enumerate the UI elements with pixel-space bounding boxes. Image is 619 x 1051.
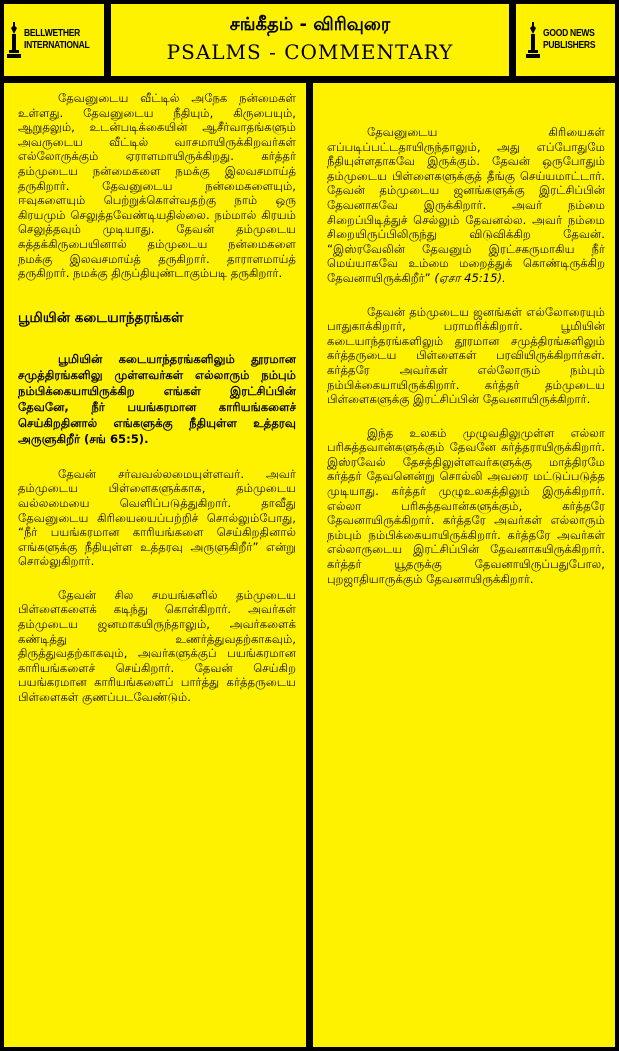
good-news-logo-box: [514, 2, 617, 78]
page-title-tamil: சங்கீதம் - விரிவுரை: [229, 14, 391, 35]
logo-line-2: PUBLISHERS: [543, 40, 596, 51]
right-paragraph-2: தேவன் தம்முடைய ஜனங்கள் எல்லோரையும் பாதுகாக்கிறார், பராமரிக்கிறார். பூமியின் கடையாந்தரங்களிலும் தூரமான சமுத்திரங்களிலும் கர்த்தருடைய பிள்ளைகள் பரவியிருக்கிறார்கள். கர்த்தரே அவர்கள் எல்லோரும் நம்பும் நம்பிக்கையாயிருக்கிறார். கர்த்தர் தம்முடைய பிள்ளைகளுக்கு இரட்சிப்பின் தேவனாயிருக்கிறார்.: [327, 304, 605, 407]
left-paragraph-2: தேவன் சர்வவல்லமையுள்ளவர். அவர் தம்முடைய பிள்ளைகளுக்காக, தம்முடைய வல்லமையை வெளிப்படுத்துகிறார். தாவீது தேவனுடைய கிரியையைப்பற்றிச் சொல்லும்போது, “நீர் பயங்கரமான காரியங்களை செய்கிறதினால் எங்களுக்கு நீதியுள்ள உத்தரவு அருளுகிறீர்” என்று சொல்லுகிறார்.: [18, 466, 296, 569]
right-column: [311, 81, 617, 1049]
logo-line-1: BELLWETHER: [23, 28, 80, 39]
logo-line-1: GOOD NEWS: [543, 28, 595, 39]
verse-quote: பூமியின் கடையாந்தரங்களிலும் தூரமான சமுத்திரங்களிலு முள்ளவர்கள் எல்லாரும் நம்பும் நம்பிக்கையாயிருக்கிற எங்கள் இரட்சிப்பின் தேவனே, நீர் பயங்கரமான காரியங்களைச் செய்கிறதினால் எங்களுக்கு நீதியுள்ள உத்தரவு அருளுகிறீர் (சங் 65:5).: [18, 351, 296, 446]
page-title-english: PSALMS - COMMENTARY: [166, 40, 454, 64]
right-paragraph-1: [327, 125, 605, 286]
left-paragraph-1: தேவனுடைய வீட்டில் அநேக நன்மைகள் உள்ளது. தேவனுடைய நீதியும், கிருபையும், ஆறுதலும், உடன்படிக்கையின் ஆசீர்வாதங்களும் அவருடைய வீட்டில் வாசமாயிருக்கிறவர்கள் எல்லோருக்கும் ஏராளமாயிருக்கிறது. கர்த்தர் தம்முடைய நன்மைகளை நமக்கு இலவசமாய்த் தருகிறார். தேவனுடைய நன்மைகளையும், ஈவுகளையும் பெற்றுக்கொள்வதற்கு நாம் ஒரு கிரயமும் செலுத்தவேண்டியதில்லை. நம்மால் கிரயம் செலுத்தவும் முடியாது. தேவன் தம்முடைய சுத்தக்கிருபையினால் தம்முடைய நன்மைகளை நமக்கு இலவசமாய்த் தருகிறார். தாராளமாய்த் தருகிறார். நமக்கு திருப்தியுண்டாகும்படி தருகிறார்.: [18, 91, 296, 281]
lamp-icon: [526, 20, 540, 60]
logo-line-2: INTERNATIONAL: [23, 40, 90, 51]
lamp-icon: [7, 20, 21, 60]
good-news-logo-text: [543, 28, 595, 52]
bellwether-logo-text: [24, 28, 89, 52]
title-box: [109, 2, 511, 78]
bellwether-logo-box: [2, 2, 106, 78]
left-column: [2, 81, 308, 1049]
section-heading: பூமியின் கடையாந்தரங்கள்: [18, 309, 184, 326]
left-paragraph-3: தேவன் சில சமயங்களில் தம்முடைய பிள்ளைகளைக் கடிந்து கொள்கிறார். அவர்கள் தம்முடைய ஜனமாகயிருந்தாலும், அவர்களைக் கண்டித்து உணர்த்துவதற்காகவும், திருத்துவதற்காகவும், அவர்களுக்குப் பயங்கரமான காரியங்களைச் செய்கிறார். தேவன் செய்கிற பயங்கரமான காரியங்களைப் பார்த்து கர்த்தருடைய பிள்ளைகள் குணப்படவேண்டும்.: [18, 587, 296, 705]
right-paragraph-1-text: தேவனுடைய கிரியைகள் எப்படிப்பட்டதாயிருந்தாலும், அது எப்போதுமே நீதியுள்ளதாகவே இருக்கும். தேவன் ஒருபோதும் தம்முடைய பிள்ளைகளுக்குத் தீங்கு செய்யமாட்டார். தேவன் தம்முடைய ஜனங்களுக்கு இரட்சிப்பின் தேவனாகவே இருக்கிறார். அவர் நம்மை சிறைப்பிடித்துச் செல்லும் தேவனல்ல. அவர் நம்மை சிறையிருப்பிலிருந்து விடுவிக்கிற தேவன். “இஸ்ரவேலின் தேவனும் இரட்சகருமாகிய நீர் மெய்யாகவே உம்மை மறைத்துக் கொண்டிருக்கிற தேவனாயிருக்கிறீர்”: [327, 125, 605, 285]
good-news-logo: [516, 4, 615, 76]
scripture-reference: (ஏசா 45:15).: [434, 270, 506, 285]
right-paragraph-3: இந்த உலகம் முழுவதிலுமுள்ள எல்லா பரிசுத்தவான்களுக்கும் தேவனே கர்த்தராயிருக்கிறார். இஸ்ரவேல் தேசத்திலுள்ளவர்களுக்கு மாத்திரமே கர்த்தர் தேவனென்று சொல்லி அவரை மட்டுப்படுத்த முடியாது. கர்த்தர் முழுஉலகத்திலும் இருக்கிறார். எல்லா பரிசுத்தவான்களுக்கும், கர்த்தரே தேவனாயிருக்கிறார். கர்த்தரே அவர்கள் எல்லாரும் நம்பும் நம்பிக்கையாயிருக்கிறார். கர்த்தரே அவர்கள் எல்லாருடைய இரட்சிப்பின் தேவனாகயிருக்கிறார். கர்த்தர் யூதருக்கு தேவனாயிருப்பதுபோல, புறஜாதியாருக்கும் தேவனாயிருக்கிறார்.: [327, 425, 605, 586]
bellwether-logo: [4, 4, 104, 76]
